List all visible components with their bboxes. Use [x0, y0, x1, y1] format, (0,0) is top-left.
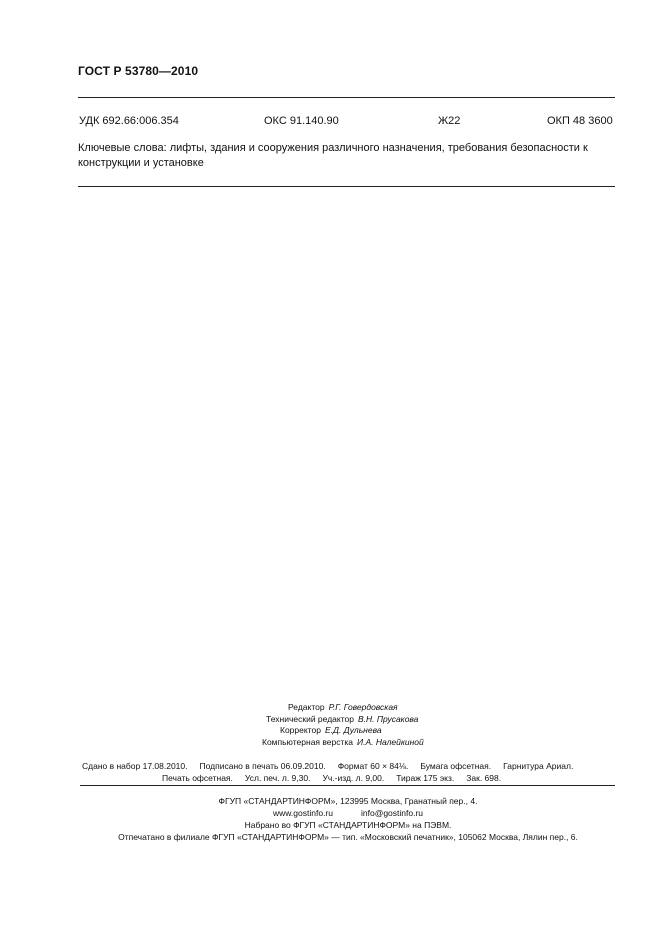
imprint-divider — [80, 785, 615, 786]
publisher-website: www.gostinfo.ru — [272, 808, 333, 818]
credit-role: Технический редактор — [266, 713, 354, 724]
keywords-text: Ключевые слова: лифты, здания и сооружения различного назначения, требования безопасности к конструкции и установке — [78, 142, 588, 169]
imprint-signed-date: Подписано в печать 06.09.2010. — [199, 761, 326, 771]
credit-role: Редактор — [288, 702, 325, 712]
credit-tech-editor — [266, 714, 420, 726]
imprint-printing: Печать офсетная. — [162, 773, 233, 783]
keywords-divider — [78, 186, 615, 187]
imprint-typeface: Гарнитура Ариал. — [503, 761, 574, 771]
publisher-typeset-note: Набрано во ФГУП «СТАНДАРТИНФОРМ» на ПЭВМ. — [244, 820, 452, 830]
credit-name: И.А. Налейкиной — [357, 736, 424, 747]
imprint-line-1 — [82, 760, 622, 772]
imprint-block — [82, 760, 622, 784]
imprint-typeset-date: Сдано в набор 17.08.2010. — [82, 761, 188, 771]
credit-name: В.Н. Прусакова — [357, 713, 419, 724]
publisher-address: ФГУП «СТАНДАРТИНФОРМ», 123995 Москва, Гранатный пер., 4. — [218, 796, 478, 806]
top-divider — [78, 97, 615, 98]
imprint-format: Формат 60 × 84⅛. — [337, 761, 409, 771]
imprint-pub-sheets: Уч.-изд. л. 9,00. — [322, 773, 385, 783]
credit-name: Р.Г. Говердовская — [328, 702, 398, 712]
imprint-line-2 — [82, 772, 622, 784]
imprint-order: Зак. 698. — [466, 773, 502, 783]
credit-name: Е.Д. Дульнева — [324, 725, 382, 735]
imprint-print-sheets: Усл. печ. л. 9,30. — [244, 773, 311, 783]
oks-code: ОКС 91.140.90 — [264, 115, 339, 127]
udk-code: УДК 692.66:006.354 — [79, 115, 179, 127]
credit-layout — [262, 736, 424, 749]
standard-code: ГОСТ Р 53780—2010 — [78, 64, 199, 78]
credits-block — [220, 702, 424, 748]
publisher-contacts — [78, 807, 618, 819]
group-code: Ж22 — [438, 115, 461, 127]
publisher-printer-note: Отпечатано в филиале ФГУП «СТАНДАРТИНФОРМ» — тип. «Московский печатник», 105062 Москва, Лялин пер., 6. — [118, 832, 578, 842]
imprint-paper: Бумага офсетная. — [420, 761, 492, 771]
imprint-circulation: Тираж 175 экз. — [396, 773, 455, 783]
okp-code: ОКП 48 3600 — [547, 115, 613, 127]
credit-proofreader — [280, 725, 420, 737]
credit-role: Компьютерная верстка — [262, 736, 354, 747]
credit-role: Корректор — [280, 725, 321, 735]
credit-editor — [288, 702, 420, 714]
publisher-email: info@gostinfo.ru — [360, 808, 424, 818]
publisher-block — [78, 795, 618, 843]
